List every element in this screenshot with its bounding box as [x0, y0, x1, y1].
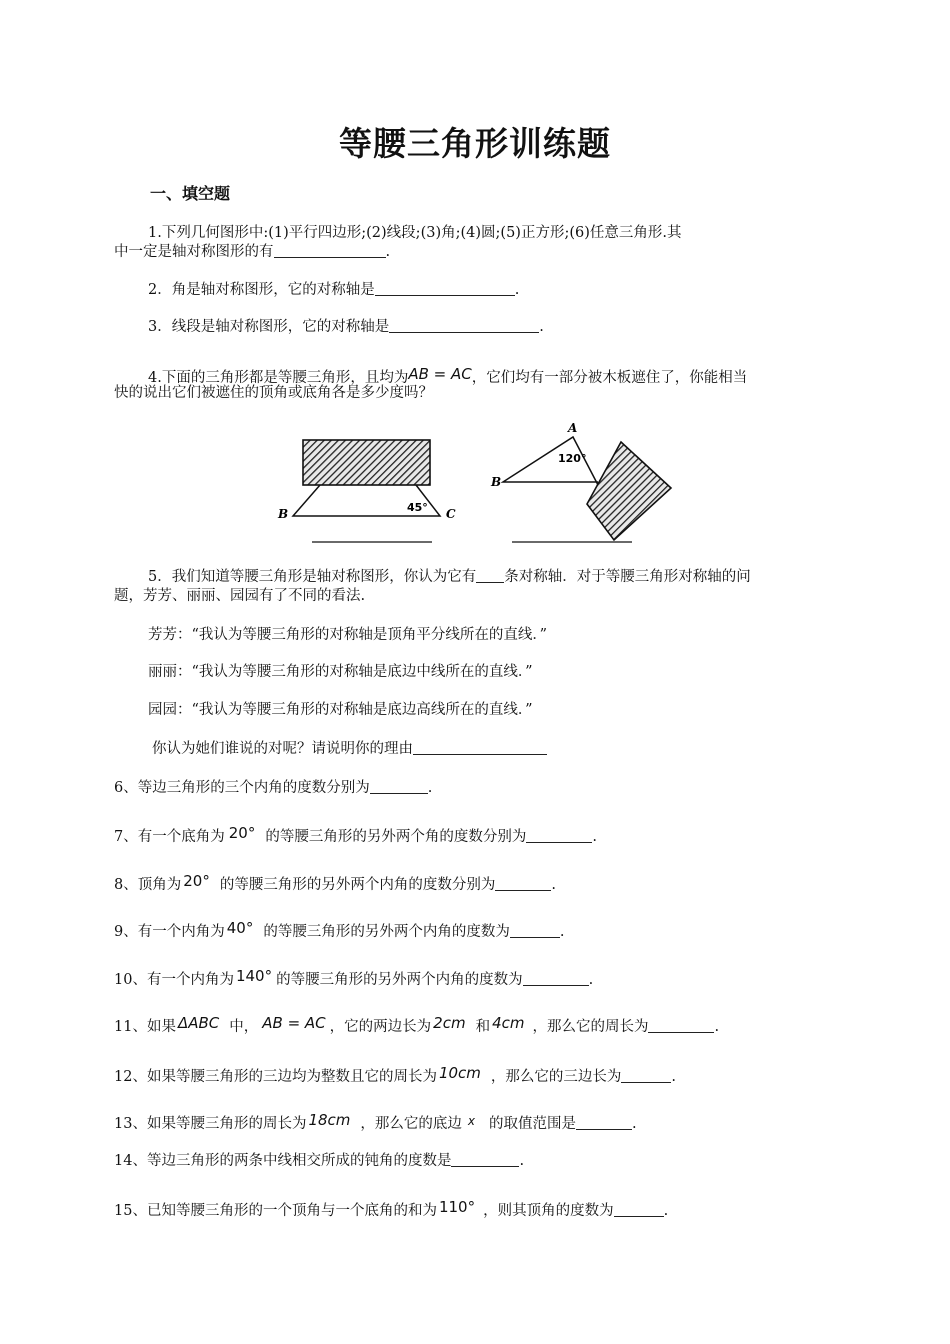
answer-blank-7[interactable]: [526, 828, 592, 843]
question-11-text-b: 中，: [229, 1019, 259, 1035]
question-11-text-d: 和: [475, 1019, 491, 1035]
answer-blank-8[interactable]: [495, 876, 551, 891]
answer-blank-6[interactable]: [370, 779, 428, 794]
question-13-text-a: 13、如果等腰三角形的周长为: [114, 1116, 307, 1132]
triangle-figures: [0, 410, 950, 570]
question-11-math-side-b: 4cm: [492, 1014, 525, 1032]
question-14: [114, 1151, 524, 1171]
question-7-end: .: [592, 829, 597, 845]
question-15-text-a: 15、已知等腰三角形的一个顶角与一个底角的和为: [114, 1203, 437, 1219]
question-10-math: 140°: [235, 967, 273, 985]
question-8-math: 20°: [183, 872, 210, 890]
answer-blank-12[interactable]: [621, 1068, 671, 1083]
left-angle-label: 45°: [407, 501, 428, 514]
page-title: 等腰三角形训练题: [339, 124, 611, 163]
question-4-text-b: ，它们均有一部分被木板遮住了，你能相当: [471, 370, 748, 386]
opinion-lili: 丽丽：“我认为等腰三角形的对称轴是底边中线所在的直线．”: [148, 664, 533, 680]
question-14-end: .: [519, 1153, 525, 1169]
question-10-text-a: 10、有一个内角为: [114, 972, 234, 988]
question-15-text-b: ，则其顶角的度数为: [483, 1203, 614, 1219]
question-3-text: 3．线段是轴对称图形，它的对称轴是: [148, 319, 390, 335]
question-8-end: .: [551, 877, 556, 893]
section-heading: 一、填空题: [150, 184, 231, 203]
question-11-math-equal: AB = AC: [262, 1014, 326, 1032]
question-15-end: .: [663, 1203, 669, 1219]
question-14-text: 14、等边三角形的两条中线相交所成的钝角的度数是: [114, 1153, 452, 1169]
question-10: [114, 966, 593, 990]
question-1-end: .: [385, 244, 391, 260]
question-13-math-x: x: [467, 1114, 476, 1128]
question-7: [114, 823, 597, 847]
question-13-math: 18cm: [308, 1111, 351, 1129]
question-2-text: 2．角是轴对称图形，它的对称轴是: [148, 282, 375, 298]
question-7-math: 20°: [228, 824, 256, 842]
question-6-text: 6、等边三角形的三个内角的度数分别为: [114, 780, 370, 796]
question-11-text-e: ，那么它的周长为: [532, 1019, 649, 1035]
question-13: [114, 1110, 637, 1134]
question-9-end: .: [559, 924, 565, 940]
answer-blank-14[interactable]: [451, 1152, 519, 1167]
question-7-text-b: 的等腰三角形的另外两个角的度数分别为: [265, 829, 527, 845]
question-11-text-a: 11、如果: [114, 1019, 176, 1035]
question-11: [114, 1013, 719, 1037]
answer-blank-11[interactable]: [648, 1018, 714, 1033]
left-triangle-figure: [277, 440, 456, 542]
right-label-b: B: [491, 475, 502, 489]
question-5-line-1: [148, 567, 751, 587]
question-15-math: 110°: [438, 1198, 476, 1216]
question-2: [148, 280, 519, 300]
right-label-a: A: [568, 421, 578, 435]
opinion-fangfang: 芳芳：“我认为等腰三角形的对称轴是顶角平分线所在的直线．”: [148, 627, 548, 643]
answer-blank-15[interactable]: [614, 1202, 664, 1217]
question-4-math: AB = AC: [408, 365, 472, 383]
answer-blank-5-reason[interactable]: [413, 740, 547, 755]
answer-blank-1[interactable]: [274, 243, 386, 258]
answer-blank-10[interactable]: [523, 971, 589, 986]
question-8-text-b: 的等腰三角形的另外两个内角的度数分别为: [219, 877, 496, 893]
question-10-text-b: 的等腰三角形的另外两个内角的度数为: [276, 972, 523, 988]
question-12-math: 10cm: [438, 1064, 481, 1082]
question-6: [114, 778, 432, 798]
question-13-end: .: [632, 1116, 637, 1132]
question-6-end: .: [427, 780, 433, 796]
left-label-b: B: [278, 507, 289, 521]
question-11-math-side-a: 2cm: [433, 1014, 466, 1032]
answer-blank-5[interactable]: [476, 568, 504, 583]
question-12-text-b: ，那么它的三边长为: [490, 1069, 622, 1085]
left-cover-board: [303, 440, 430, 485]
question-11-end: .: [714, 1019, 720, 1035]
question-15: [114, 1197, 668, 1221]
question-5-text-a: 5．我们知道等腰三角形是轴对称图形，你认为它有: [148, 569, 477, 585]
question-13-text-c: 的取值范围是: [489, 1116, 577, 1132]
question-2-end: .: [514, 282, 520, 298]
question-8: [114, 871, 556, 895]
left-label-c: C: [446, 507, 456, 521]
question-3-end: .: [539, 319, 544, 335]
question-4-line-2: 快的说出它们被遮住的顶角或底角各是多少度吗？: [114, 385, 433, 401]
question-4-text-a: 4.下面的三角形都是等腰三角形，且均为: [148, 370, 409, 386]
question-5-line-2: 题，芳芳、丽丽、园园有了不同的看法.: [114, 588, 366, 604]
question-1-line-2: [114, 242, 390, 262]
question-8-text-a: 8、顶角为: [114, 877, 182, 893]
answer-blank-2[interactable]: [375, 281, 515, 296]
right-cover-board: [587, 442, 671, 540]
question-7-text-a: 7、有一个底角为: [114, 829, 225, 845]
right-angle-label: 120°: [558, 452, 587, 465]
question-9-math: 40°: [226, 919, 254, 937]
question-9: [114, 918, 564, 942]
question-9-text-a: 9、有一个内角为: [114, 924, 225, 940]
answer-blank-13[interactable]: [576, 1115, 632, 1130]
question-1-text: 中一定是轴对称图形的有: [114, 244, 274, 260]
question-9-text-b: 的等腰三角形的另外两个内角的度数为: [263, 924, 510, 940]
question-3: [148, 317, 544, 337]
answer-blank-9[interactable]: [510, 923, 560, 938]
question-5-text-b: 条对称轴．对于等腰三角形对称轴的问: [504, 569, 751, 585]
question-11-text-c: ，它的两边长为: [329, 1019, 432, 1035]
question-5-ask: [152, 739, 547, 759]
question-12-end: .: [671, 1069, 677, 1085]
question-11-math-triangle: ΔABC: [177, 1014, 220, 1032]
question-5-ask-text: 你认为她们谁说的对呢？请说明你的理由: [152, 741, 413, 757]
opinion-yuanyuan: 园园：“我认为等腰三角形的对称轴是底边高线所在的直线．”: [148, 702, 533, 718]
right-triangle-figure: [490, 421, 671, 542]
answer-blank-3[interactable]: [389, 318, 539, 333]
question-10-end: .: [588, 972, 594, 988]
question-12: [114, 1063, 676, 1087]
question-12-text-a: 12、如果等腰三角形的三边均为整数且它的周长为: [114, 1069, 437, 1085]
question-13-text-b: ，那么它的底边: [360, 1116, 462, 1132]
question-1-line-1: 1.下列几何图形中:(1)平行四边形;(2)线段;(3)角;(4)圆;(5)正方形;(6)任意三角形.其: [148, 225, 682, 241]
